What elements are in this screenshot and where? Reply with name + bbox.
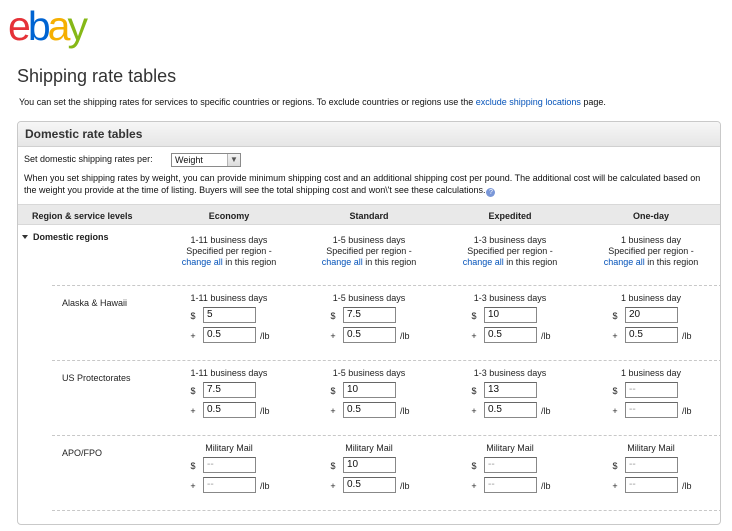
rate-inputs: [299, 306, 439, 346]
rate-basis-select[interactable]: [171, 153, 241, 167]
delivery-time: Military Mail: [486, 443, 534, 453]
logo-letter-a: a: [47, 3, 68, 49]
rate-inputs: [299, 456, 439, 496]
additional-rate-input[interactable]: 0.5: [484, 402, 537, 418]
additional-rate-input[interactable]: 0.5: [343, 477, 396, 493]
additional-rate-input[interactable]: --: [625, 477, 678, 493]
region-delivery-time: 1-5 business days: [332, 235, 406, 245]
base-rate-input[interactable]: 13: [484, 382, 537, 398]
region-delivery-time: 1-11 business days: [190, 235, 268, 245]
row-label-apo-fpo: APO/FPO: [62, 448, 103, 458]
plus-symbol: +: [471, 481, 477, 491]
caret-down-icon: [22, 235, 28, 239]
plus-symbol: +: [330, 406, 336, 416]
additional-rate-input[interactable]: 0.5: [343, 402, 396, 418]
row-label-us-protectorates: US Protectorates: [62, 373, 131, 383]
plus-symbol: +: [612, 331, 618, 341]
base-rate-input[interactable]: --: [203, 457, 256, 473]
help-icon[interactable]: ?: [486, 188, 495, 197]
intro-text-end: page.: [583, 97, 606, 107]
logo-letter-e: e: [8, 3, 28, 49]
region-cell-economy: [159, 235, 299, 268]
row-divider: [52, 510, 721, 511]
delivery-time: 1 business day: [620, 293, 682, 303]
base-rate-input[interactable]: --: [484, 457, 537, 473]
rate-basis-value: Weight: [175, 155, 203, 165]
plus-symbol: +: [330, 481, 336, 491]
base-rate-input[interactable]: 5: [203, 307, 256, 323]
panel-title: Domestic rate tables: [18, 122, 720, 147]
plus-symbol: +: [612, 481, 618, 491]
additional-rate-input[interactable]: 0.5: [625, 327, 678, 343]
delivery-time: 1-3 business days: [473, 368, 547, 378]
base-rate-input[interactable]: 20: [625, 307, 678, 323]
region-cell-expedited: [440, 235, 580, 268]
plus-symbol: +: [471, 331, 477, 341]
table-header: [18, 204, 721, 225]
delivery-time: Military Mail: [345, 443, 393, 453]
currency-symbol: $: [330, 311, 336, 321]
rate-inputs: [159, 306, 299, 346]
rate-inputs: [299, 381, 439, 421]
additional-rate-input[interactable]: 0.5: [203, 327, 256, 343]
additional-rate-input[interactable]: 0.5: [343, 327, 396, 343]
base-rate-input[interactable]: 7.5: [203, 382, 256, 398]
plus-symbol: +: [190, 331, 196, 341]
rate-inputs: [440, 381, 580, 421]
plus-symbol: +: [330, 331, 336, 341]
rate-description: [24, 173, 714, 197]
row-divider: [52, 435, 721, 436]
domestic-regions-label: Domestic regions: [33, 232, 109, 242]
per-lb-unit: /lb: [682, 481, 692, 491]
base-rate-input[interactable]: --: [625, 382, 678, 398]
region-specified: Specified per region -: [326, 246, 412, 256]
region-cell-standard: [299, 235, 439, 268]
ebay-logo[interactable]: [8, 3, 85, 49]
delivery-time: 1-5 business days: [332, 293, 406, 303]
delivery-time: Military Mail: [627, 443, 675, 453]
header-standard: Standard: [349, 211, 389, 221]
delivery-time: Military Mail: [205, 443, 253, 453]
row-divider: [52, 360, 721, 361]
plus-symbol: +: [612, 406, 618, 416]
currency-symbol: $: [471, 311, 477, 321]
row-divider: [52, 285, 721, 286]
per-lb-unit: /lb: [541, 406, 551, 416]
additional-rate-input[interactable]: 0.5: [484, 327, 537, 343]
row-label-alaska-hawaii: Alaska & Hawaii: [62, 298, 128, 308]
rate-inputs: [581, 306, 721, 346]
base-rate-input[interactable]: 10: [343, 382, 396, 398]
delivery-time: 1-3 business days: [473, 293, 547, 303]
currency-symbol: $: [612, 461, 618, 471]
domestic-rate-tables-panel: [17, 121, 721, 525]
plus-symbol: +: [190, 406, 196, 416]
per-lb-unit: /lb: [400, 481, 410, 491]
currency-symbol: $: [190, 461, 196, 471]
delivery-time: 1-11 business days: [190, 368, 268, 378]
region-specified: Specified per region -: [608, 246, 694, 256]
base-rate-input[interactable]: 10: [484, 307, 537, 323]
intro-text: [19, 97, 606, 107]
currency-symbol: $: [612, 386, 618, 396]
delivery-time: 1-11 business days: [190, 293, 268, 303]
change-all-link[interactable]: change all: [181, 257, 223, 267]
currency-symbol: $: [471, 386, 477, 396]
per-lb-unit: /lb: [541, 481, 551, 491]
currency-symbol: $: [190, 386, 196, 396]
change-all-link[interactable]: change all: [462, 257, 504, 267]
per-lb-unit: /lb: [260, 331, 270, 341]
logo-letter-b: b: [27, 3, 48, 49]
region-suffix: in this region: [647, 257, 699, 267]
plus-symbol: +: [471, 406, 477, 416]
region-suffix: in this region: [506, 257, 558, 267]
base-rate-input[interactable]: 10: [343, 457, 396, 473]
region-suffix: in this region: [225, 257, 277, 267]
currency-symbol: $: [612, 311, 618, 321]
exclude-shipping-locations-link[interactable]: exclude shipping locations: [475, 97, 581, 107]
additional-rate-input[interactable]: --: [625, 402, 678, 418]
base-rate-input[interactable]: --: [625, 457, 678, 473]
rate-description-text: When you set shipping rates by weight, you can provide minimum shipping cost and an additional shipping cost per pound. The additional cost will be calculated based on the weight you provide at the time of listing. Buyers will see the total shipping cost and won\'t see these calculations.: [24, 173, 701, 195]
region-specified: Specified per region -: [467, 246, 553, 256]
chevron-down-icon: ▼: [227, 154, 240, 166]
header-region: Region & service levels: [32, 211, 133, 221]
region-specified: Specified per region -: [186, 246, 272, 256]
per-lb-unit: /lb: [260, 406, 270, 416]
currency-symbol: $: [330, 461, 336, 471]
rate-inputs: [159, 381, 299, 421]
currency-symbol: $: [471, 461, 477, 471]
additional-rate-input[interactable]: --: [203, 477, 256, 493]
change-all-link[interactable]: change all: [321, 257, 363, 267]
header-expedited: Expedited: [488, 211, 532, 221]
per-lb-unit: /lb: [682, 331, 692, 341]
region-delivery-time: 1 business day: [620, 235, 682, 245]
region-delivery-time: 1-3 business days: [473, 235, 547, 245]
delivery-time: 1-5 business days: [332, 368, 406, 378]
currency-symbol: $: [330, 386, 336, 396]
region-suffix: in this region: [365, 257, 417, 267]
rate-inputs: [581, 456, 721, 496]
header-economy: Economy: [208, 211, 250, 221]
header-one-day: One-day: [632, 211, 669, 221]
rate-inputs: [581, 381, 721, 421]
per-lb-unit: /lb: [682, 406, 692, 416]
intro-text-body: You can set the shipping rates for services to specific countries or regions. To exclude countries or regions use the: [19, 97, 474, 107]
region-cell-one-day: [581, 235, 721, 268]
additional-rate-input[interactable]: --: [484, 477, 537, 493]
rate-inputs: [440, 456, 580, 496]
per-lb-unit: /lb: [400, 331, 410, 341]
rate-inputs: [440, 306, 580, 346]
rate-inputs: [159, 456, 299, 496]
rate-basis-label: Set domestic shipping rates per:: [24, 154, 153, 164]
per-lb-unit: /lb: [541, 331, 551, 341]
change-all-link[interactable]: change all: [603, 257, 645, 267]
logo-letter-y: y: [67, 3, 85, 49]
page-title: Shipping rate tables: [17, 66, 177, 86]
per-lb-unit: /lb: [400, 406, 410, 416]
currency-symbol: $: [190, 311, 196, 321]
additional-rate-input[interactable]: 0.5: [203, 402, 256, 418]
base-rate-input[interactable]: 7.5: [343, 307, 396, 323]
per-lb-unit: /lb: [260, 481, 270, 491]
domestic-regions-toggle[interactable]: [22, 232, 109, 242]
delivery-time: 1 business day: [620, 368, 682, 378]
plus-symbol: +: [190, 481, 196, 491]
